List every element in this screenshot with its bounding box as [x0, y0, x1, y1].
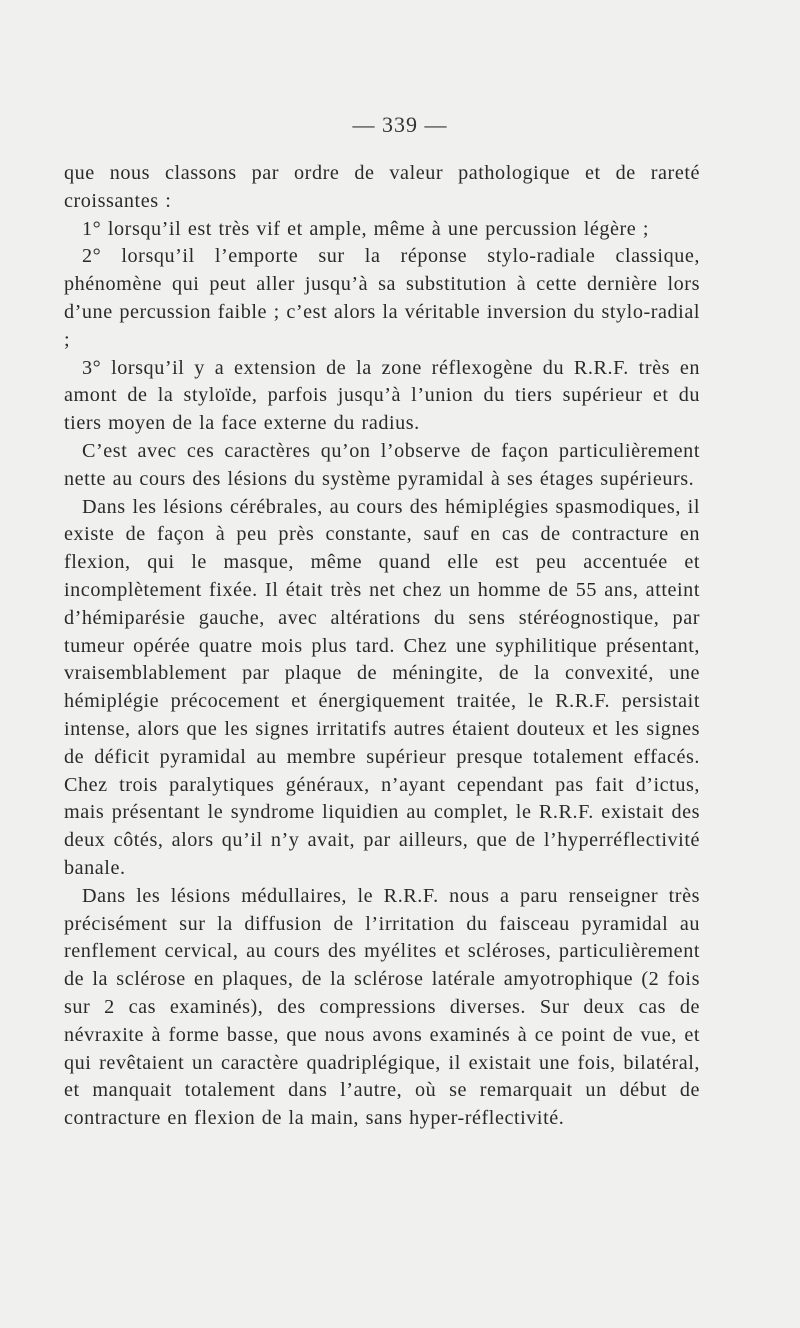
paragraph-item-3: 3° lorsqu’il y a extension de la zone réflexogène du R.R.F. très en amont de la styloïde, parfois jusqu’à l’union du tiers supérieur et du tiers moyen de la face externe du radius. [64, 356, 700, 435]
paragraph-spinal-lesions: Dans les lésions médullaires, le R.R.F. nous a paru renseigner très précisément sur la diffusion de l’irritation du faisceau pyramidal au renflement cervical, au cours des myélites et scléroses, particulièrement de la sclérose en plaques, de la sclérose latérale amyotrophique (2 fois sur 2 cas examinés), des compressions diverses. Sur deux cas de névraxite à forme basse, que nous avons examinés à ce point de vue, et qui revêtaient un caractère quadriplégique, il existait une fois, bilatéral, et manquait totalement dans l’autre, où se remarquait un début de contracture en flexion de la main, sans hyper-réflectivité. [64, 884, 700, 1130]
paragraph-intro: que nous classons par ordre de valeur pathologique et de rareté croissantes : [64, 162, 700, 212]
paragraph-item-1: 1° lorsqu’il est très vif et ample, même à une percussion légère ; [82, 217, 650, 240]
paragraph-item-2: 2° lorsqu’il l’emporte sur la réponse stylo-radiale classique, phénomène qui peut aller jusqu’à sa substitution à cette dernière lors d’une percussion faible ; c’est alors la véritable inversion du stylo-radial ; [64, 245, 700, 351]
page-number: — 339 — [352, 112, 448, 137]
paragraph-pyramidal: C’est avec ces caractères qu’on l’observe de façon particulièrement nette au cours des lésions du système pyramidal à ses étages supérieurs. [64, 439, 700, 490]
body-text [64, 160, 700, 1133]
paragraph-cerebral-lesions: Dans les lésions cérébrales, au cours des hémiplégies spasmodiques, il existe de façon à peu près constante, sauf en cas de contracture en flexion, qui le masque, même quand elle est peu accentuée et incomplètement fixée. Il était très net chez un homme de 55 ans, atteint d’hémiparésie gauche, avec altérations du sens stéréognostique, par tumeur opérée quatre mois plus tard. Chez une syphilitique présentant, vraisemblablement par plaque de méningite, de la convexité, une hémiplégie précocement et énergiquement traitée, le R.R.F. persistait intense, alors que les signes irritatifs autres étaient douteux et les signes de déficit pyramidal au membre supérieur presque totalement effacés. Chez trois paralytiques généraux, n’ayant cependant pas fait d’ictus, mais présentant le syndrome liquidien au complet, le R.R.F. existait des deux côtés, alors qu’il n’y avait, par ailleurs, que de l’hyperréflectivité banale. [64, 495, 700, 879]
